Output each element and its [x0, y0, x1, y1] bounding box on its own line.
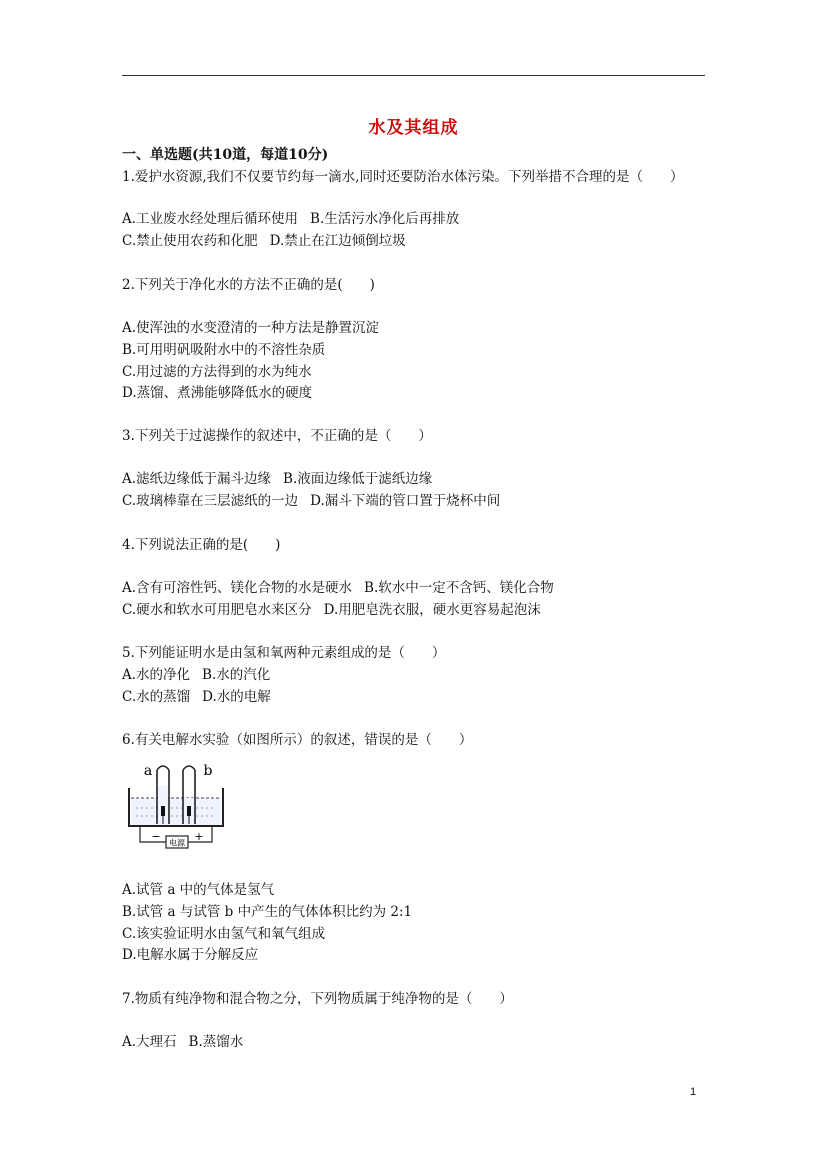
q5-option-c: C.水的蒸馏 — [122, 689, 191, 705]
q3-option-a: A.滤纸边缘低于漏斗边缘 — [122, 471, 272, 487]
q4-option-b: B.软水中一定不含钙、镁化合物 — [364, 580, 554, 596]
q5-option-b: B.水的汽化 — [202, 667, 271, 683]
question-2-stem: 2.下列关于净化水的方法不正确的是( ) — [122, 277, 375, 293]
q3-option-c: C.玻璃棒靠在三层滤纸的一边 — [122, 493, 299, 509]
minus-sign: − — [151, 830, 161, 843]
question-5-options-row2 — [122, 688, 271, 706]
question-4-stem: 4.下列说法正确的是( ) — [122, 537, 281, 553]
q6-option-c: C.该实验证明水由氢气和氧气组成 — [122, 926, 326, 942]
question-1-options-row2 — [122, 232, 406, 250]
tube-b-label: b — [203, 763, 213, 779]
q4-option-a: A.含有可溶性钙、镁化合物的水是硬水 — [122, 580, 353, 596]
question-6-stem: 6.有关电解水实验（如图所示）的叙述，错误的是（ ） — [122, 732, 473, 748]
question-3-options-row1 — [122, 470, 432, 488]
q1-option-b: B.生活污水净化后再排放 — [310, 211, 460, 227]
q4-option-c: C.硬水和软水可用肥皂水来区分 — [122, 602, 312, 618]
question-7-stem: 7.物质有纯净物和混合物之分，下列物质属于纯净物的是（ ） — [122, 991, 513, 1007]
q1-option-d: D.禁止在江边倾倒垃圾 — [269, 233, 406, 249]
electrolysis-apparatus-figure — [126, 758, 228, 852]
question-3-stem: 3.下列关于过滤操作的叙述中，不正确的是（ ） — [122, 428, 432, 444]
question-4-options-row2 — [122, 601, 541, 619]
page-title: 水及其组成 — [368, 118, 459, 138]
q5-option-d: D.水的电解 — [202, 689, 271, 705]
q7-option-b: B.蒸馏水 — [188, 1034, 244, 1050]
q6-option-a: A.试管 a 中的气体是氢气 — [122, 882, 275, 898]
page-number: 1 — [690, 1086, 697, 1098]
q3-option-d: D.漏斗下端的管口置于烧杯中间 — [310, 493, 501, 509]
question-3-options-row2 — [122, 492, 500, 510]
question-4-options-row1 — [122, 579, 554, 597]
question-5-options-row1 — [122, 666, 270, 684]
header-rule — [122, 75, 705, 76]
q7-option-a: A.大理石 — [122, 1034, 177, 1050]
question-1-options-row1 — [122, 210, 459, 228]
plus-sign: + — [194, 830, 204, 843]
q4-option-d: D.用肥皂洗衣服，硬水更容易起泡沫 — [323, 602, 541, 618]
q2-option-a: A.使浑浊的水变澄清的一种方法是静置沉淀 — [122, 320, 380, 336]
tube-a-label: a — [143, 763, 153, 779]
q1-option-c: C.禁止使用农药和化肥 — [122, 233, 258, 249]
q3-option-b: B.液面边缘低于滤纸边缘 — [283, 471, 433, 487]
q2-option-c: C.用过滤的方法得到的水为纯水 — [122, 364, 312, 380]
q5-option-a: A.水的净化 — [122, 667, 191, 683]
question-5-stem: 5.下列能证明水是由氢和氧两种元素组成的是（ ） — [122, 645, 446, 661]
question-7-options-row1 — [122, 1033, 243, 1051]
q6-option-d: D.电解水属于分解反应 — [122, 947, 259, 963]
question-1-stem: 1.爱护水资源,我们不仅要节约每一滴水,同时还要防治水体污染。下列举措不合理的是（ ） — [122, 169, 684, 185]
q2-option-d: D.蒸馏、煮沸能够降低水的硬度 — [122, 385, 313, 401]
q1-option-a: A.工业废水经处理后循环使用 — [122, 211, 299, 227]
section-heading: 一、单选题(共10道，每道10分) — [122, 147, 329, 163]
q6-option-b: B.试管 a 与试管 b 中产生的气体体积比约为 2:1 — [122, 904, 413, 920]
power-label: 电源 — [169, 838, 185, 848]
q2-option-b: B.可用明矾吸附水中的不溶性杂质 — [122, 342, 326, 358]
